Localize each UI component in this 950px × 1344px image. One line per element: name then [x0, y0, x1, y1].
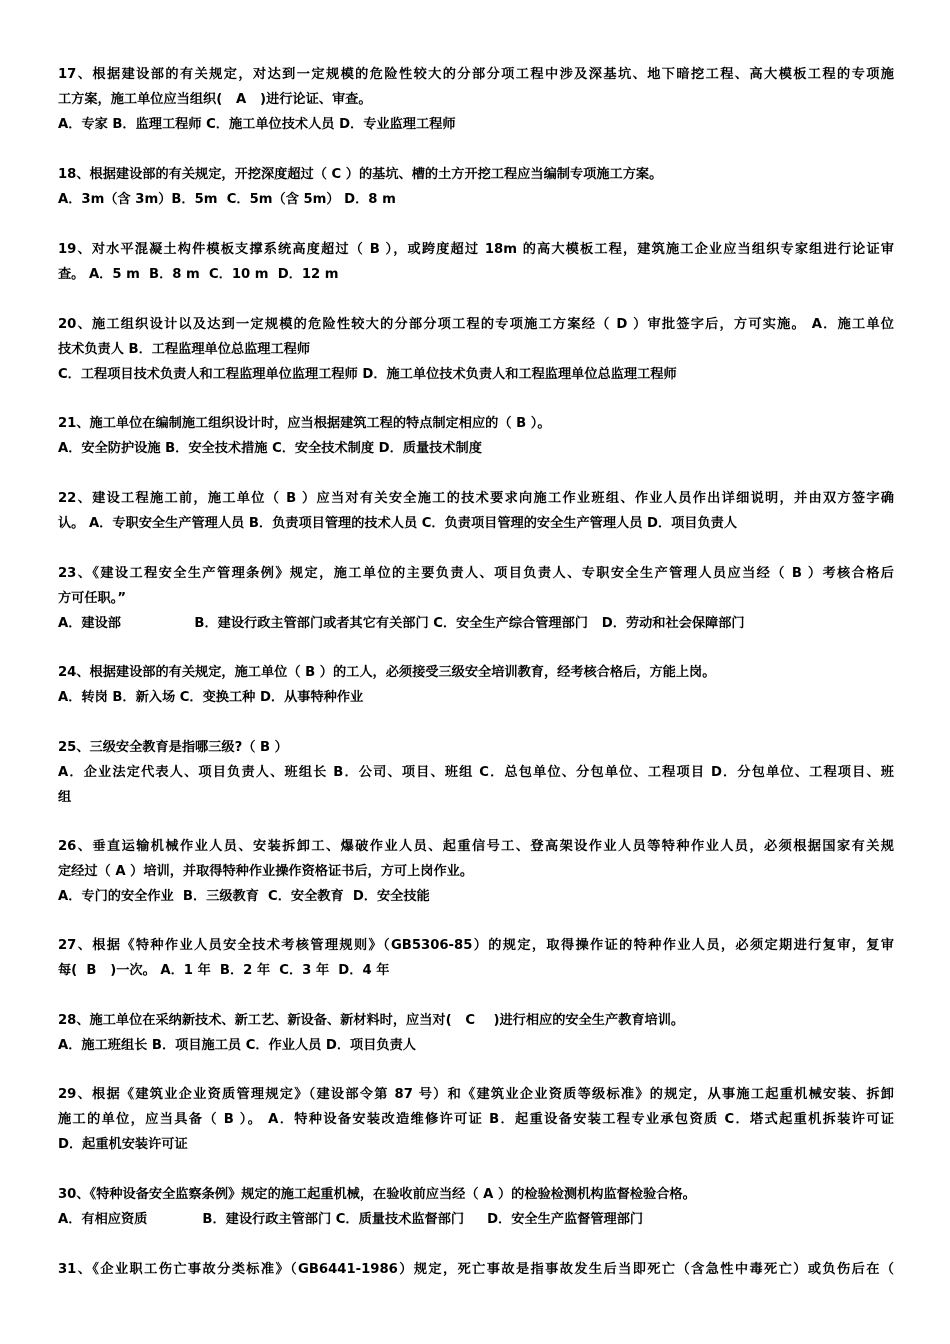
- question-17-stem-line-1: 17、根据建设部的有关规定，对达到一定规模的危险性较大的分部分项工程中涉及深基坑、地下暗挖工程、高大模板工程的专项施: [58, 67, 894, 82]
- question-24-options: A．转岗 B．新入场 C．变换工种 D．从事特种作业: [58, 690, 364, 705]
- question-24: [58, 660, 894, 710]
- question-31-stem-line-1: 31、《企业职工伤亡事故分类标准》（GB6441-1986）规定，死亡事故是指事故发生后当即死亡（含急性中毒死亡）或负伤后在（: [58, 1262, 894, 1277]
- question-29-stem-line-1: 29、根据《建筑业企业资质管理规定》（建设部令第 87 号）和《建筑业企业资质等级标准》的规定，从事施工起重机械安装、拆卸: [58, 1087, 894, 1102]
- question-26-stem-line-2: 定经过（ A ）培训，并取得特种作业操作资格证书后，方可上岗作业。: [58, 864, 474, 879]
- question-27-stem-line-1: 27、根据《特种作业人员安全技术考核管理规则》（GB5306-85）的规定，取得操作证的特种作业人员，必须定期进行复审，复审: [58, 938, 894, 953]
- question-21: [58, 411, 894, 461]
- question-23-options: A．建设部 B．建设行政主管部门或者其它有关部门 C．安全生产综合管理部门 D．劳动和社会保障部门: [58, 616, 745, 631]
- question-21-options: A．安全防护设施 B．安全技术措施 C．安全技术制度 D．质量技术制度: [58, 441, 482, 456]
- question-22-stem-line-2: 认。 A．专职安全生产管理人员 B．负责项目管理的技术人员 C．负责项目管理的安全生产管理人员 D．项目负责人: [58, 516, 738, 531]
- question-21-stem: 21、施工单位在编制施工组织设计时，应当根据建筑工程的特点制定相应的（ B ）。: [58, 416, 551, 431]
- question-25: [58, 735, 894, 810]
- question-22: [58, 486, 894, 536]
- question-26: [58, 834, 894, 909]
- question-17: [58, 62, 894, 137]
- question-18: [58, 162, 894, 212]
- question-26-options: A．专门的安全作业 B．三级教育 C．安全教育 D．安全技能: [58, 889, 430, 904]
- question-26-stem-line-1: 26、垂直运输机械作业人员、安装拆卸工、爆破作业人员、起重信号工、登高架设作业人员等特种作业人员，必须根据国家有关规: [58, 839, 894, 854]
- question-29-stem-line-2: 施工的单位，应当具备（ B ）。 A．特种设备安装改造维修许可证 B．起重设备安装工程专业承包资质 C．塔式起重机拆装许可证: [58, 1112, 894, 1127]
- question-27-stem-line-2: 每( B )一次。 A．1 年 B．2 年 C．3 年 D．4 年: [58, 963, 390, 978]
- question-25-options-line-2: 组: [58, 790, 72, 805]
- question-20-options: C．工程项目技术负责人和工程监理单位监理工程师 D．施工单位技术负责人和工程监理单位总监理工程师: [58, 367, 677, 382]
- question-23: [58, 561, 894, 636]
- question-20: [58, 312, 894, 387]
- question-25-stem: 25、三级安全教育是指哪三级?（ B ）: [58, 740, 288, 755]
- question-23-stem-line-1: 23、《建设工程安全生产管理条例》规定，施工单位的主要负责人、项目负责人、专职安全生产管理人员应当经（ B ）考核合格后: [58, 566, 894, 581]
- question-19: [58, 237, 894, 287]
- question-19-stem-line-1: 19、对水平混凝土构件模板支撑系统高度超过（ B ），或跨度超过 18m 的高大模板工程，建筑施工企业应当组织专家组进行论证审: [58, 242, 894, 257]
- question-30-options: A．有相应资质 B．建设行政主管部门 C．质量技术监督部门 D．安全生产监督管理部门: [58, 1212, 644, 1227]
- question-30: [58, 1182, 894, 1232]
- question-23-stem-line-2: 方可任职。”: [58, 591, 127, 606]
- question-28-stem: 28、施工单位在采纳新技术、新工艺、新设备、新材料时，应当对( C )进行相应的安全生产教育培训。: [58, 1013, 685, 1028]
- question-19-stem-line-2: 查。 A．5 m B．8 m C．10 m D．12 m: [58, 267, 339, 282]
- question-29-options: D．起重机安装许可证: [58, 1137, 188, 1152]
- question-27: [58, 933, 894, 983]
- question-30-stem: 30、《特种设备安全监察条例》规定的施工起重机械，在验收前应当经（ A ）的检验检测机构监督检验合格。: [58, 1187, 696, 1202]
- question-18-stem: 18、根据建设部的有关规定，开挖深度超过（ C ）的基坑、槽的土方开挖工程应当编制专项施工方案。: [58, 167, 663, 182]
- question-18-options: A．3m（含 3m）B．5m C．5m（含 5m） D．8 m: [58, 192, 396, 207]
- question-17-stem-line-2: 工方案，施工单位应当组织( A )进行论证、审查。: [58, 92, 372, 107]
- question-20-stem-line-2: 技术负责人 B．工程监理单位总监理工程师: [58, 342, 311, 357]
- question-22-stem-line-1: 22、建设工程施工前，施工单位（ B ）应当对有关安全施工的技术要求向施工作业班组、作业人员作出详细说明，并由双方签字确: [58, 491, 894, 506]
- question-29: [58, 1082, 894, 1157]
- question-31: [58, 1257, 894, 1282]
- question-24-stem: 24、根据建设部的有关规定，施工单位（ B ）的工人，必须接受三级安全培训教育，经考核合格后，方能上岗。: [58, 665, 716, 680]
- question-28-options: A．施工班组长 B．项目施工员 C．作业人员 D．项目负责人: [58, 1038, 416, 1053]
- question-28: [58, 1008, 894, 1058]
- question-20-stem-line-1: 20、施工组织设计以及达到一定规模的危险性较大的分部分项工程的专项施工方案经（ D ）审批签字后，方可实施。 A．施工单位: [58, 317, 894, 332]
- question-25-options-line-1: A．企业法定代表人、项目负责人、班组长 B．公司、项目、班组 C．总包单位、分包单位、工程项目 D．分包单位、工程项目、班: [58, 765, 894, 780]
- question-17-options: A．专家 B．监理工程师 C．施工单位技术人员 D．专业监理工程师: [58, 117, 456, 132]
